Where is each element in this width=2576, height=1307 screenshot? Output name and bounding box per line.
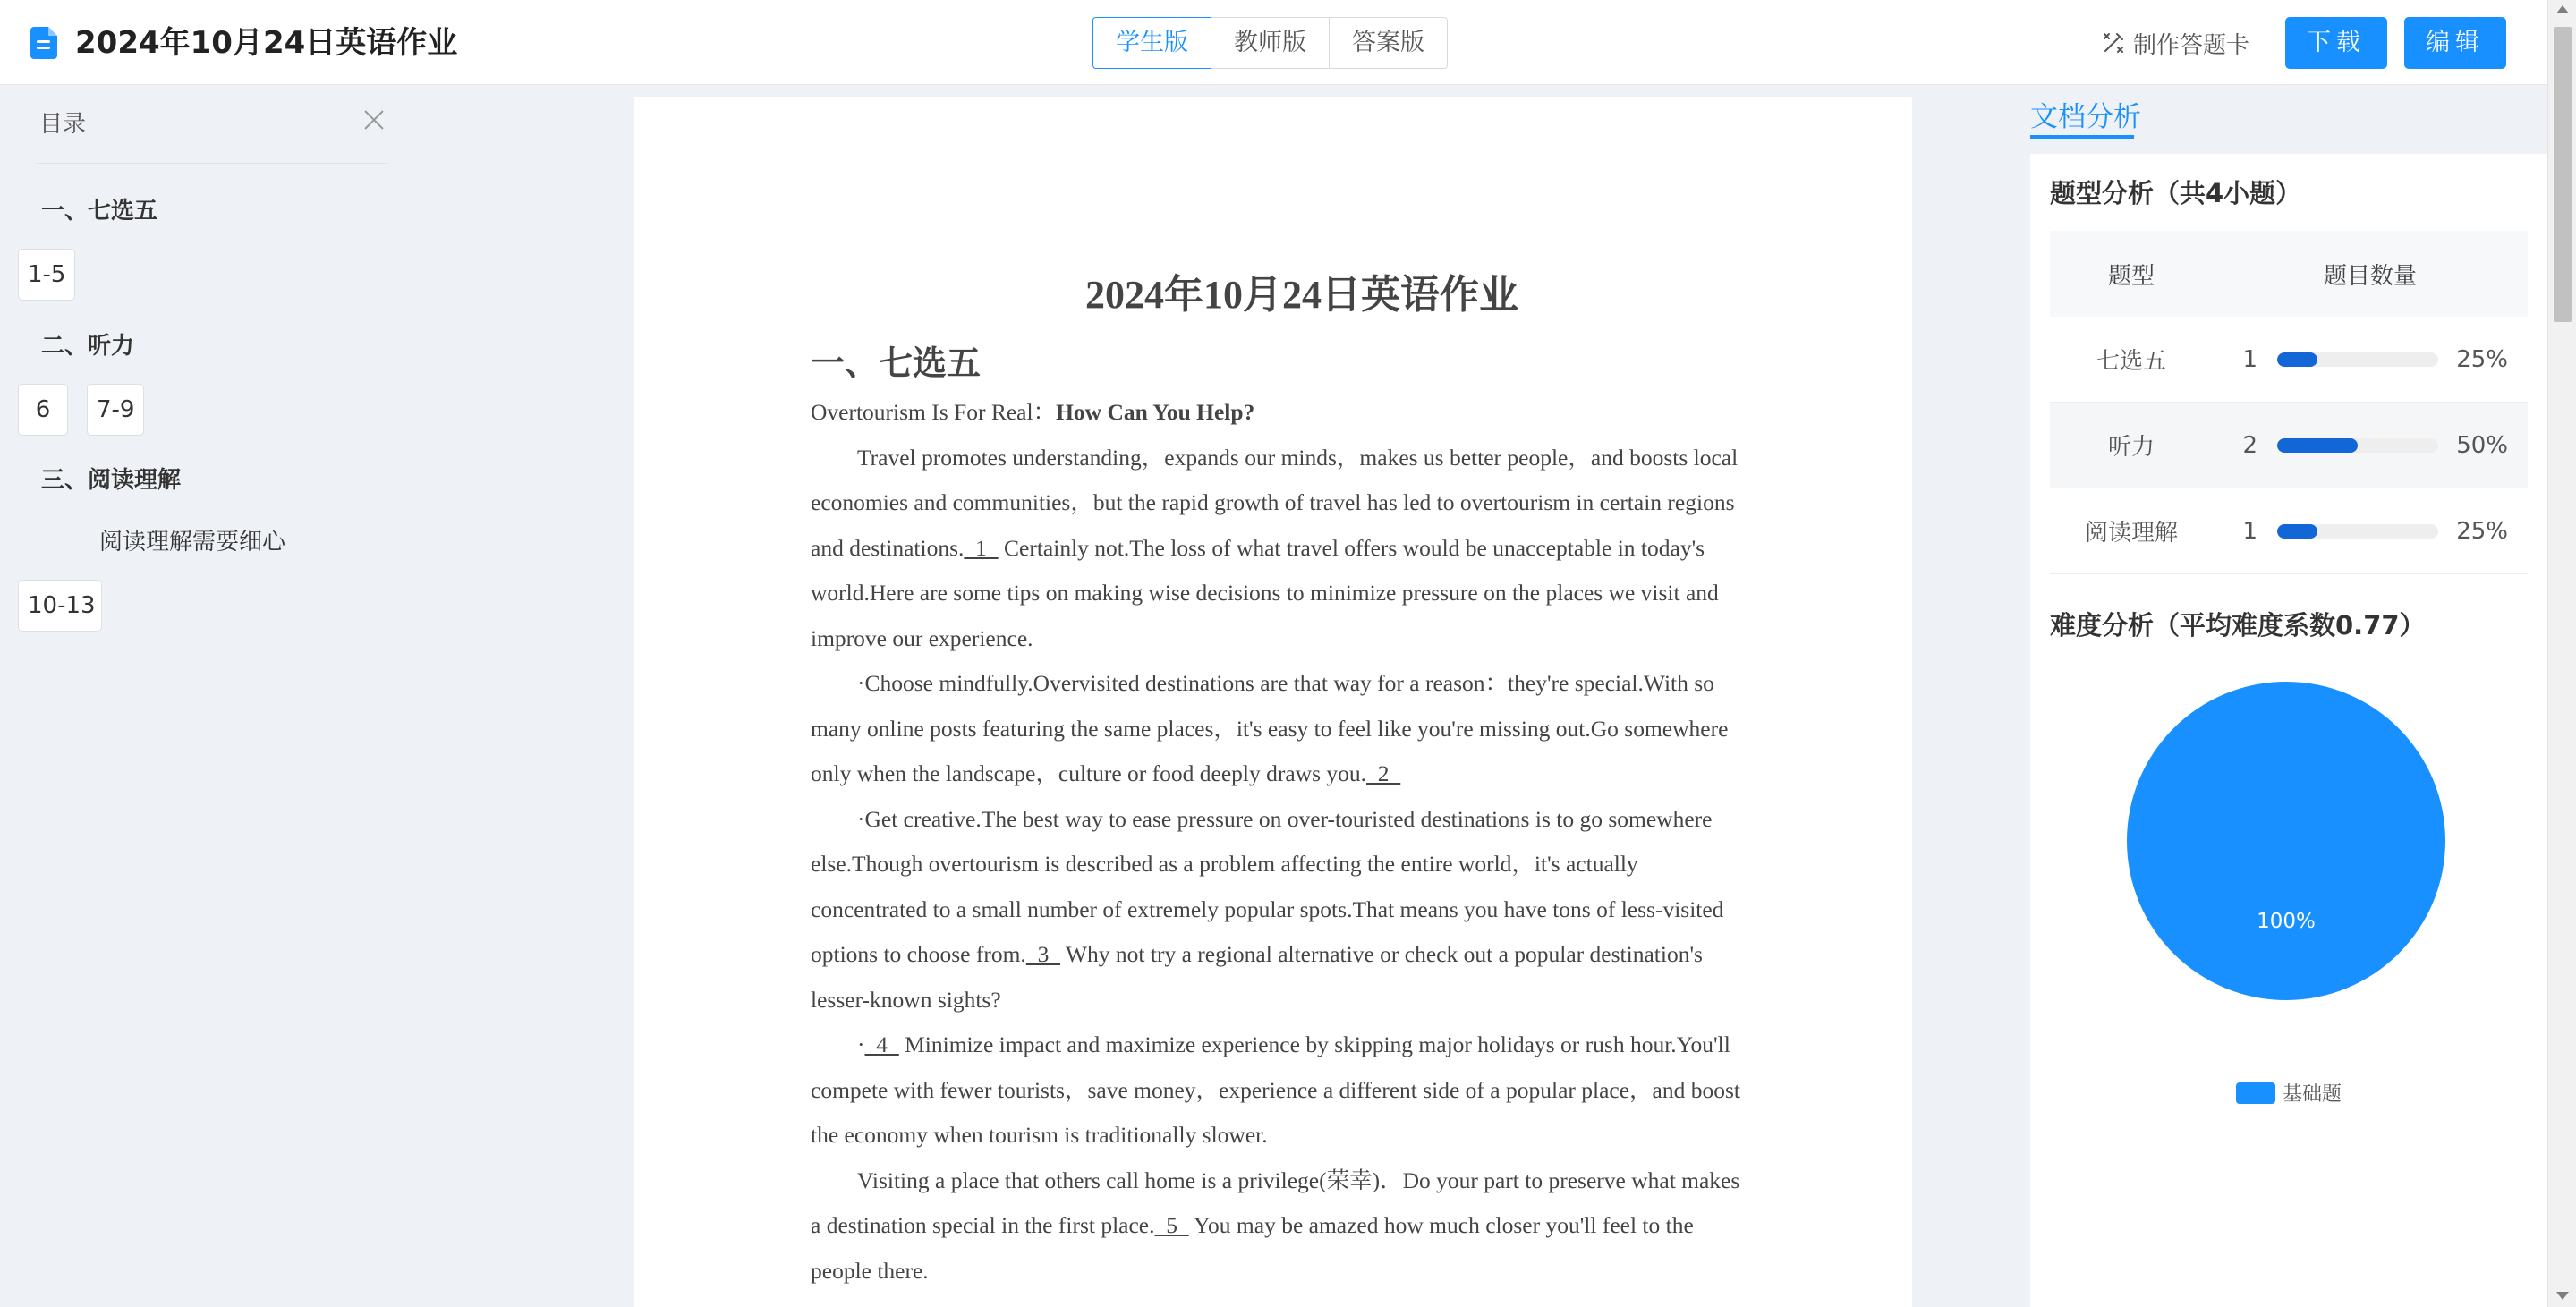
row-progress-fill: [2277, 524, 2317, 539]
download-button[interactable]: 下载: [2285, 17, 2387, 69]
passage-paragraph: ·Get creative.The best way to ease pressure on over-touristed destinations is to go somewhere else.Though overtourism is described as a problem affecting the entire world，it's actually concentrated to a small number of extremely popular spots.That means you have tons of less-visited options to choose from. 3 Why not try a regional alternative or check out a popular destination's lesser-known sights?: [811, 805, 1724, 1013]
edit-button[interactable]: 编辑: [2404, 17, 2506, 69]
row-progress-bar: [2277, 352, 2438, 367]
passage-paragraph: Visiting a place that others call home is a privilege(荣幸)．Do your part to preserve what makes a destination special in the first place. 5 You may be amazed how much closer you'll feel to the people there.: [811, 1167, 1740, 1284]
passage-paragraph: · 4 Minimize impact and maximize experience by skipping major holidays or rush hour.You'll compete with fewer tourists，save money，experience a different side of a popular place，and boost the economy when tourism is traditionally slower.: [811, 1031, 1741, 1148]
pie-slice-label: 100%: [2257, 910, 2316, 933]
document-page: [634, 97, 1912, 1307]
tab-answer[interactable]: 答案版: [1329, 17, 1448, 69]
make-answer-card-label: 制作答题卡: [2133, 31, 2250, 59]
legend-label: 基础题: [2283, 1083, 2342, 1106]
legend-swatch: [2236, 1082, 2275, 1104]
version-tabs: [1092, 17, 1448, 69]
row-percent: 50%: [2456, 431, 2508, 459]
row-type: 阅读理解: [2084, 520, 2178, 547]
analysis-panel: [2030, 154, 2547, 1307]
passage-paragraph: Travel promotes understanding，expands our minds，makes us better people，and boosts local economies and communities，but the rapid growth of travel has led to overtourism in certain regions and destinations. 1 Certainly not.The loss of what travel offers would be unacceptable in today's world.Here are some tips on making wise decisions to minimize pressure on the places we visit and improve our experience.: [811, 444, 1739, 651]
row-count: 1: [2242, 517, 2257, 545]
page-scrollbar[interactable]: [2547, 0, 2576, 1307]
question-range-button[interactable]: 10-13: [18, 580, 102, 632]
row-progress-bar: [2277, 524, 2438, 539]
question-range-button[interactable]: 6: [18, 384, 68, 436]
toc-title: 目录: [39, 111, 87, 138]
row-progress-bar: [2277, 438, 2438, 453]
difficulty-pie-chart: [2127, 682, 2445, 1000]
tab-student[interactable]: 学生版: [1092, 17, 1211, 69]
tab-teacher[interactable]: 教师版: [1211, 17, 1330, 69]
document-title: 2024年10月24日英语作业: [1085, 273, 1518, 317]
passage-paragraph: ·Choose mindfully.Overvisited destinations are that way for a reason：they're special.With so many online posts featuring the same places，it's easy to feel like you're missing out.Go somewhere only when the landscape，culture or food deeply draws you. 2: [811, 670, 1729, 786]
row-progress-fill: [2277, 438, 2358, 453]
row-type: 七选五: [2096, 348, 2166, 375]
pie-slice[interactable]: [2127, 682, 2445, 1000]
toc-section-heading[interactable]: 一、七选五: [41, 198, 158, 225]
toc-divider: [36, 163, 387, 164]
difficulty-heading: 难度分析（平均难度系数0.77）: [2050, 610, 2426, 641]
answer-blank[interactable]: 4: [864, 1031, 899, 1057]
row-percent: 25%: [2456, 517, 2508, 545]
answer-blank[interactable]: 2: [1366, 760, 1401, 786]
row-count: 1: [2242, 345, 2257, 373]
answer-blank[interactable]: 5: [1154, 1212, 1189, 1238]
table-header: [2050, 231, 2528, 317]
row-percent: 25%: [2456, 345, 2508, 373]
toc-section-heading[interactable]: 二、听力: [41, 333, 135, 360]
answer-sheet-icon: [2101, 30, 2126, 55]
row-progress-fill: [2277, 352, 2317, 367]
answer-blank[interactable]: 1: [964, 534, 999, 561]
table-row: [2050, 317, 2528, 403]
scroll-up-arrow-icon[interactable]: [2556, 5, 2569, 13]
top-bar: [0, 0, 2547, 85]
question-type-table: [2050, 231, 2528, 574]
scroll-down-arrow-icon[interactable]: [2556, 1292, 2569, 1300]
passage-title: Overtourism Is For Real：How Can You Help?: [811, 399, 1255, 425]
question-range-button[interactable]: 1-5: [18, 249, 75, 301]
make-answer-card-button[interactable]: [2101, 23, 2249, 63]
answer-blank[interactable]: 3: [1025, 941, 1061, 967]
document-icon: [30, 27, 57, 59]
column-header-count: 题目数量: [2323, 262, 2417, 290]
tab-document-analysis[interactable]: 文档分析: [2030, 101, 2141, 133]
page-title: 2024年10月24日英语作业: [75, 25, 458, 61]
scrollbar-thumb[interactable]: [2554, 27, 2572, 322]
toc-subheading[interactable]: 阅读理解需要细心: [99, 529, 286, 556]
column-header-type: 题型: [2107, 262, 2155, 290]
table-row: [2050, 488, 2528, 574]
row-type: 听力: [2107, 434, 2155, 461]
toc-section-heading[interactable]: 三、阅读理解: [41, 467, 182, 494]
active-tab-indicator: [2030, 135, 2134, 139]
close-icon[interactable]: [361, 107, 387, 132]
chart-legend[interactable]: [2236, 1079, 2342, 1107]
question-range-button[interactable]: 7-9: [87, 384, 144, 436]
document-content: [811, 263, 1750, 1294]
question-type-heading: 题型分析（共4小题）: [2050, 178, 2302, 208]
row-count: 2: [2242, 431, 2257, 459]
table-row: [2050, 403, 2528, 488]
section-heading: 一、七选五: [811, 344, 982, 383]
